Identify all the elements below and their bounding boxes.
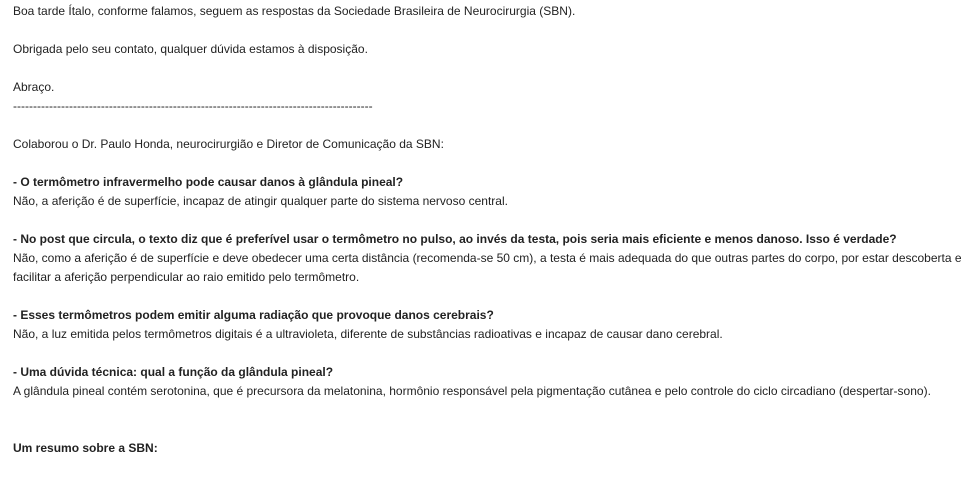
qa-question: - Esses termômetros podem emitir alguma radiação que provoque danos cerebrais?	[13, 308, 494, 322]
contributor-text: Colaborou o Dr. Paulo Honda, neurocirurgião e Diretor de Comunicação da SBN:	[13, 137, 444, 151]
signoff-text: Abraço.	[13, 80, 55, 94]
qa-item	[13, 173, 969, 211]
qa-item	[13, 306, 969, 344]
qa-answer: Não, a aferição é de superfície, incapaz de atingir qualquer parte do sistema nervoso central.	[13, 194, 508, 208]
qa-question: - O termômetro infravermelho pode causar danos à glândula pineal?	[13, 175, 404, 189]
qa-question: - Uma dúvida técnica: qual a função da glândula pineal?	[13, 365, 334, 379]
qa-answer: A glândula pineal contém serotonina, que é precursora da melatonina, hormônio responsável pela pigmentação cutânea e pelo controle do ciclo circadiano (despertar-sono).	[13, 384, 931, 398]
qa-answer: Não, a luz emitida pelos termômetros digitais é a ultravioleta, diferente de substâncias radioativas e incapaz de causar dano cerebral.	[13, 327, 723, 341]
summary-heading: Um resumo sobre a SBN:	[13, 441, 158, 455]
qa-question: - No post que circula, o texto diz que é preferível usar o termômetro no pulso, ao invés da testa, pois seria mais eficiente e menos danoso. Isso é verdade?	[13, 232, 897, 246]
qa-item	[13, 363, 969, 401]
greeting-text: Boa tarde Ítalo, conforme falamos, seguem as respostas da Sociedade Brasileira de Neurocirurgia (SBN).	[13, 4, 576, 18]
qa-answer: Não, como a aferição é de superfície e deve obedecer uma certa distância (recomenda-se 50 cm), a testa é mais adequada do que outras partes do corpo, por estar descoberta e facilitar a aferição perpendicular ao raio emitido pelo termômetro.	[13, 251, 965, 284]
separator-line: ------------------------------------------------------------------------------------------	[13, 99, 373, 113]
thanks-text: Obrigada pelo seu contato, qualquer dúvida estamos à disposição.	[13, 42, 368, 56]
qa-item	[13, 230, 969, 287]
